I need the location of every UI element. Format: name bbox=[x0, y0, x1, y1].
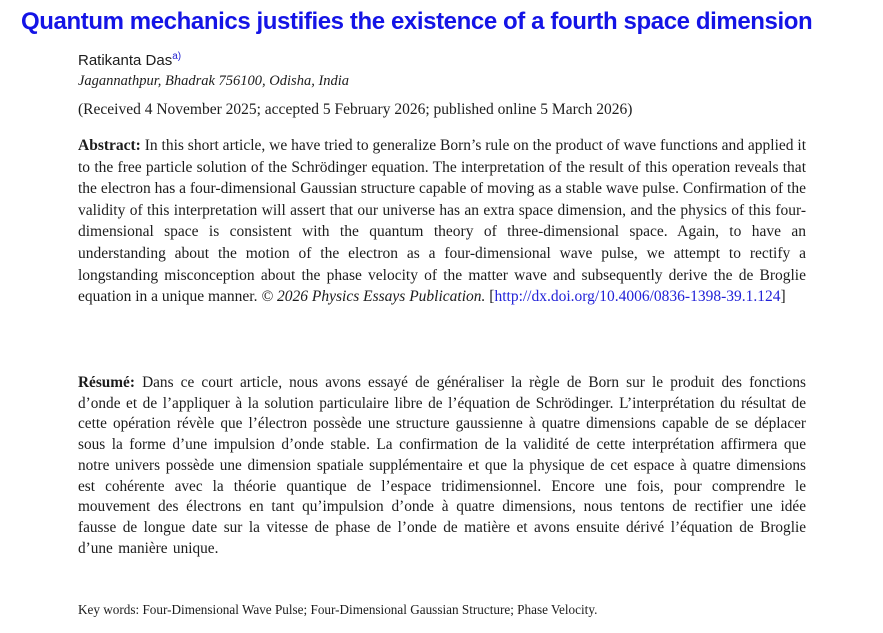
keywords-text: Four-Dimensional Wave Pulse; Four-Dimensional Gaussian Structure; Phase Velocity. bbox=[142, 602, 598, 617]
abstract-text: In this short article, we have tried to generalize Born’s rule on the product of wave functions and applied it to the free particle solution of the Schrödinger equation. The interpretation of the result of this operation reveals that the electron has a four-dimensional Gaussian structure capable of moving as a stable wave pulse. Confirmation of the validity of this interpretation will assert that our universe has an extra space dimension, and the physics of this four-dimensional space is consistent with the quantum theory of three-dimensional space. Again, to have an understanding about the motion of the electron as a four-dimensional wave pulse, we attempt to rectify a longstanding misconception about the phase velocity of the matter wave and subsequently derive the de Broglie equation in a unique manner. bbox=[78, 137, 806, 306]
doi-link[interactable]: http://dx.doi.org/10.4006/0836-1398-39.1.124 bbox=[494, 288, 781, 306]
author-byline bbox=[78, 52, 181, 69]
resume-paragraph bbox=[78, 373, 806, 559]
author-affiliation: Jagannathpur, Bhadrak 756100, Odisha, India bbox=[78, 73, 350, 89]
resume-text: Dans ce court article, nous avons essayé de généraliser la règle de Born sur le produit des fonctions d’onde et de l’appliquer à la solution particulaire libre de l’équation de Schrödinger. L’interprétation du résultat de cette opération révèle que l’électron possède une structure gaussienne à quatre dimensions capable de se déplacer sous la forme d’une impulsion d’onde stable. La confirmation de la validité de cette interprétation affirmera que notre univers possède une dimension spatiale supplémentaire et que la physique de cet espace à quatre dimensions est cohérente avec la théorie quantique de l’espace tridimensionnel. Encore une fois, pour comprendre le mouvement des électrons en tant qu’impulsion d’onde à quatre dimensions, nous tentons de rectifier une idée fausse de longue date sur la vitesse de phase de l’onde de matière et avons ensuite dérivé l’équation de Broglie d’une manière unique. bbox=[78, 374, 806, 557]
paper-title: Quantum mechanics justifies the existence of a fourth space dimension bbox=[21, 8, 813, 35]
doi-bracket-close: ] bbox=[780, 288, 786, 306]
abstract-label: Abstract: bbox=[78, 137, 141, 154]
author-name: Ratikanta Das bbox=[78, 52, 173, 69]
abstract-paragraph bbox=[78, 135, 806, 308]
resume-label: Résumé: bbox=[78, 374, 135, 391]
keywords-line bbox=[78, 602, 838, 618]
doi-bracket-open: [ bbox=[489, 288, 495, 306]
author-footnote-mark: a) bbox=[172, 51, 182, 62]
keywords-label: Key words: bbox=[78, 602, 140, 617]
article-history-line: (Received 4 November 2025; accepted 5 February 2026; published online 5 March 2026) bbox=[78, 101, 633, 118]
abstract-copyright: © 2026 Physics Essays Publication. bbox=[261, 288, 486, 306]
